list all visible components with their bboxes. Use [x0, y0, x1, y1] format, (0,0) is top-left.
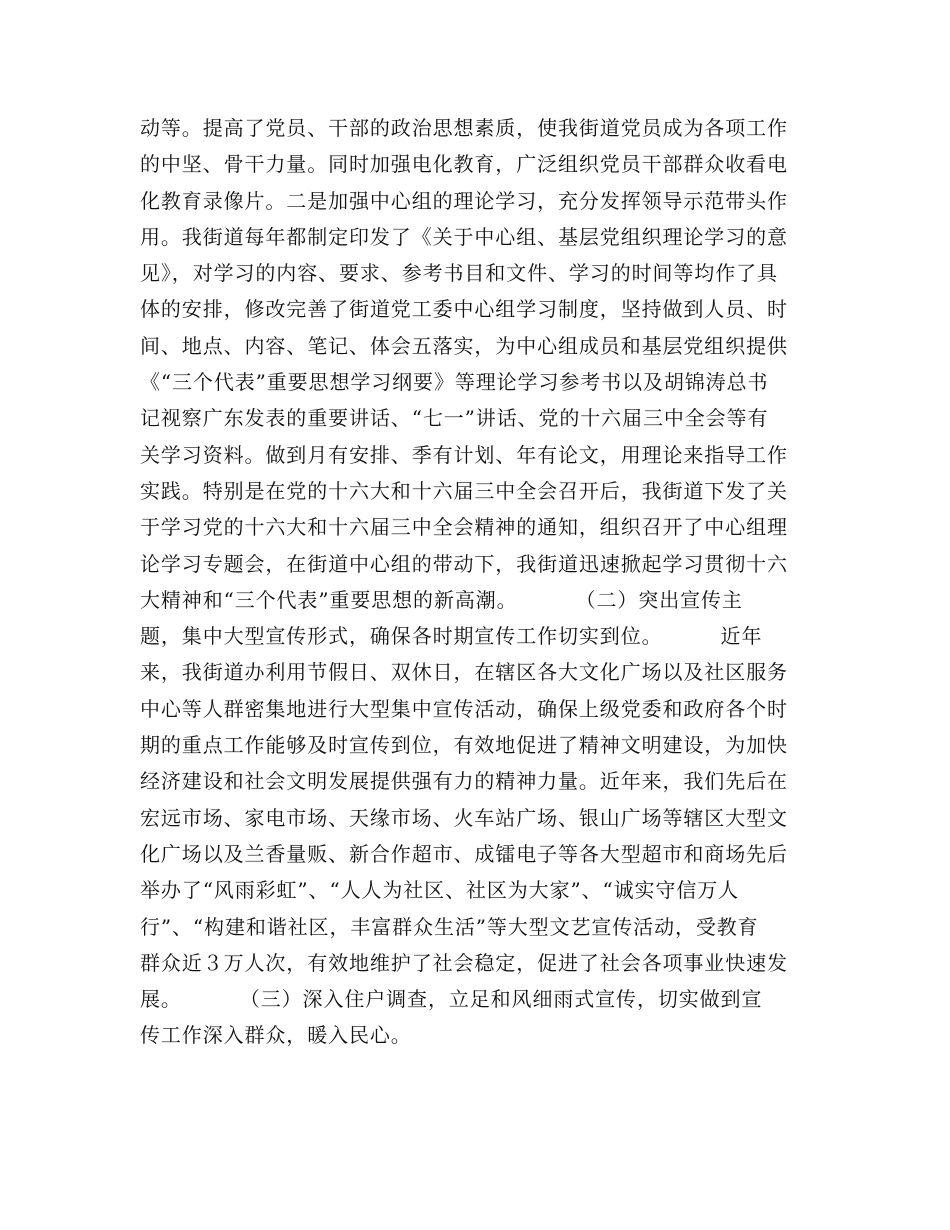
- text-line: 用。我街道每年都制定印发了《关于中心组、基层党组织理论学习的意: [140, 224, 788, 249]
- text-line: 化教育录像片。二是加强中心组的理论学习，充分发挥领导示范带头作: [140, 188, 788, 213]
- text-line: 记视察广东发表的重要讲话、“七一”讲话、党的十六届三中全会等有: [140, 406, 769, 431]
- text-line: 来，我街道办利用节假日、双休日，在辖区各大文化广场以及社区服务: [140, 660, 788, 685]
- text-line: 宏远市场、家电市场、天缘市场、火车站广场、银山广场等辖区大型文: [140, 805, 788, 830]
- text-line: 关学习资料。做到月有安排、季有计划、年有论文，用理论来指导工作: [140, 442, 788, 467]
- text-line: 行”、“构建和谐社区，丰富群众生活”等大型文艺宣传活动，受教育: [140, 914, 759, 939]
- text-line: 经济建设和社会文明发展提供强有力的精神力量。近年来，我们先后在: [140, 769, 788, 794]
- text-line: 群众近３万人次，有效地维护了社会稳定，促进了社会各项事业快速发: [140, 950, 788, 975]
- text-line: 传工作深入群众，暖入民心。: [140, 1023, 412, 1048]
- text-line: 体的安排，修改完善了街道党工委中心组学习制度，坚持做到人员、时: [140, 297, 788, 322]
- text-line: 实践。特别是在党的十六大和十六届三中全会召开后，我街道下发了关: [140, 478, 788, 503]
- text-line: 于学习党的十六大和十六届三中全会精神的通知，组织召开了中心组理: [140, 515, 788, 540]
- text-line: 展。 （三）深入住户调查，立足和风细雨式宣传，切实做到宣: [140, 987, 763, 1012]
- body-text: [140, 110, 820, 1054]
- text-line: 论学习专题会，在街道中心组的带动下，我街道迅速掀起学习贯彻十六: [140, 551, 788, 576]
- text-line: 见》，对学习的内容、要求、参考书目和文件、学习的时间等均作了具: [140, 261, 778, 286]
- text-line: 举办了“风雨彩虹”、“人人为社区、社区为大家”、“诚实守信万人: [140, 878, 740, 903]
- text-line: 化广场以及兰香量贩、新合作超市、成镭电子等各大型超市和商场先后: [140, 841, 788, 866]
- text-line: 中心等人群密集地进行大型集中宣传活动，确保上级党委和政府各个时: [140, 696, 788, 721]
- text-line: 题，集中大型宣传形式，确保各时期宣传工作切实到位。 近年: [140, 624, 763, 649]
- text-line: 动等。提高了党员、干部的政治思想素质，使我街道党员成为各项工作: [140, 116, 788, 140]
- text-line: 《“三个代表”重要思想学习纲要》等理论学习参考书以及胡锦涛总书: [140, 370, 769, 395]
- text-line: 间、地点、内容、笔记、体会五落实，为中心组成员和基层党组织提供: [140, 333, 788, 358]
- text-line: 大精神和“三个代表”重要思想的新高潮。 （二）突出宣传主: [140, 587, 743, 612]
- text-line: 的中坚、骨干力量。同时加强电化教育，广泛组织党员干部群众收看电: [140, 152, 788, 177]
- text-line: 期的重点工作能够及时宣传到位，有效地促进了精神文明建设，为加快: [140, 733, 788, 758]
